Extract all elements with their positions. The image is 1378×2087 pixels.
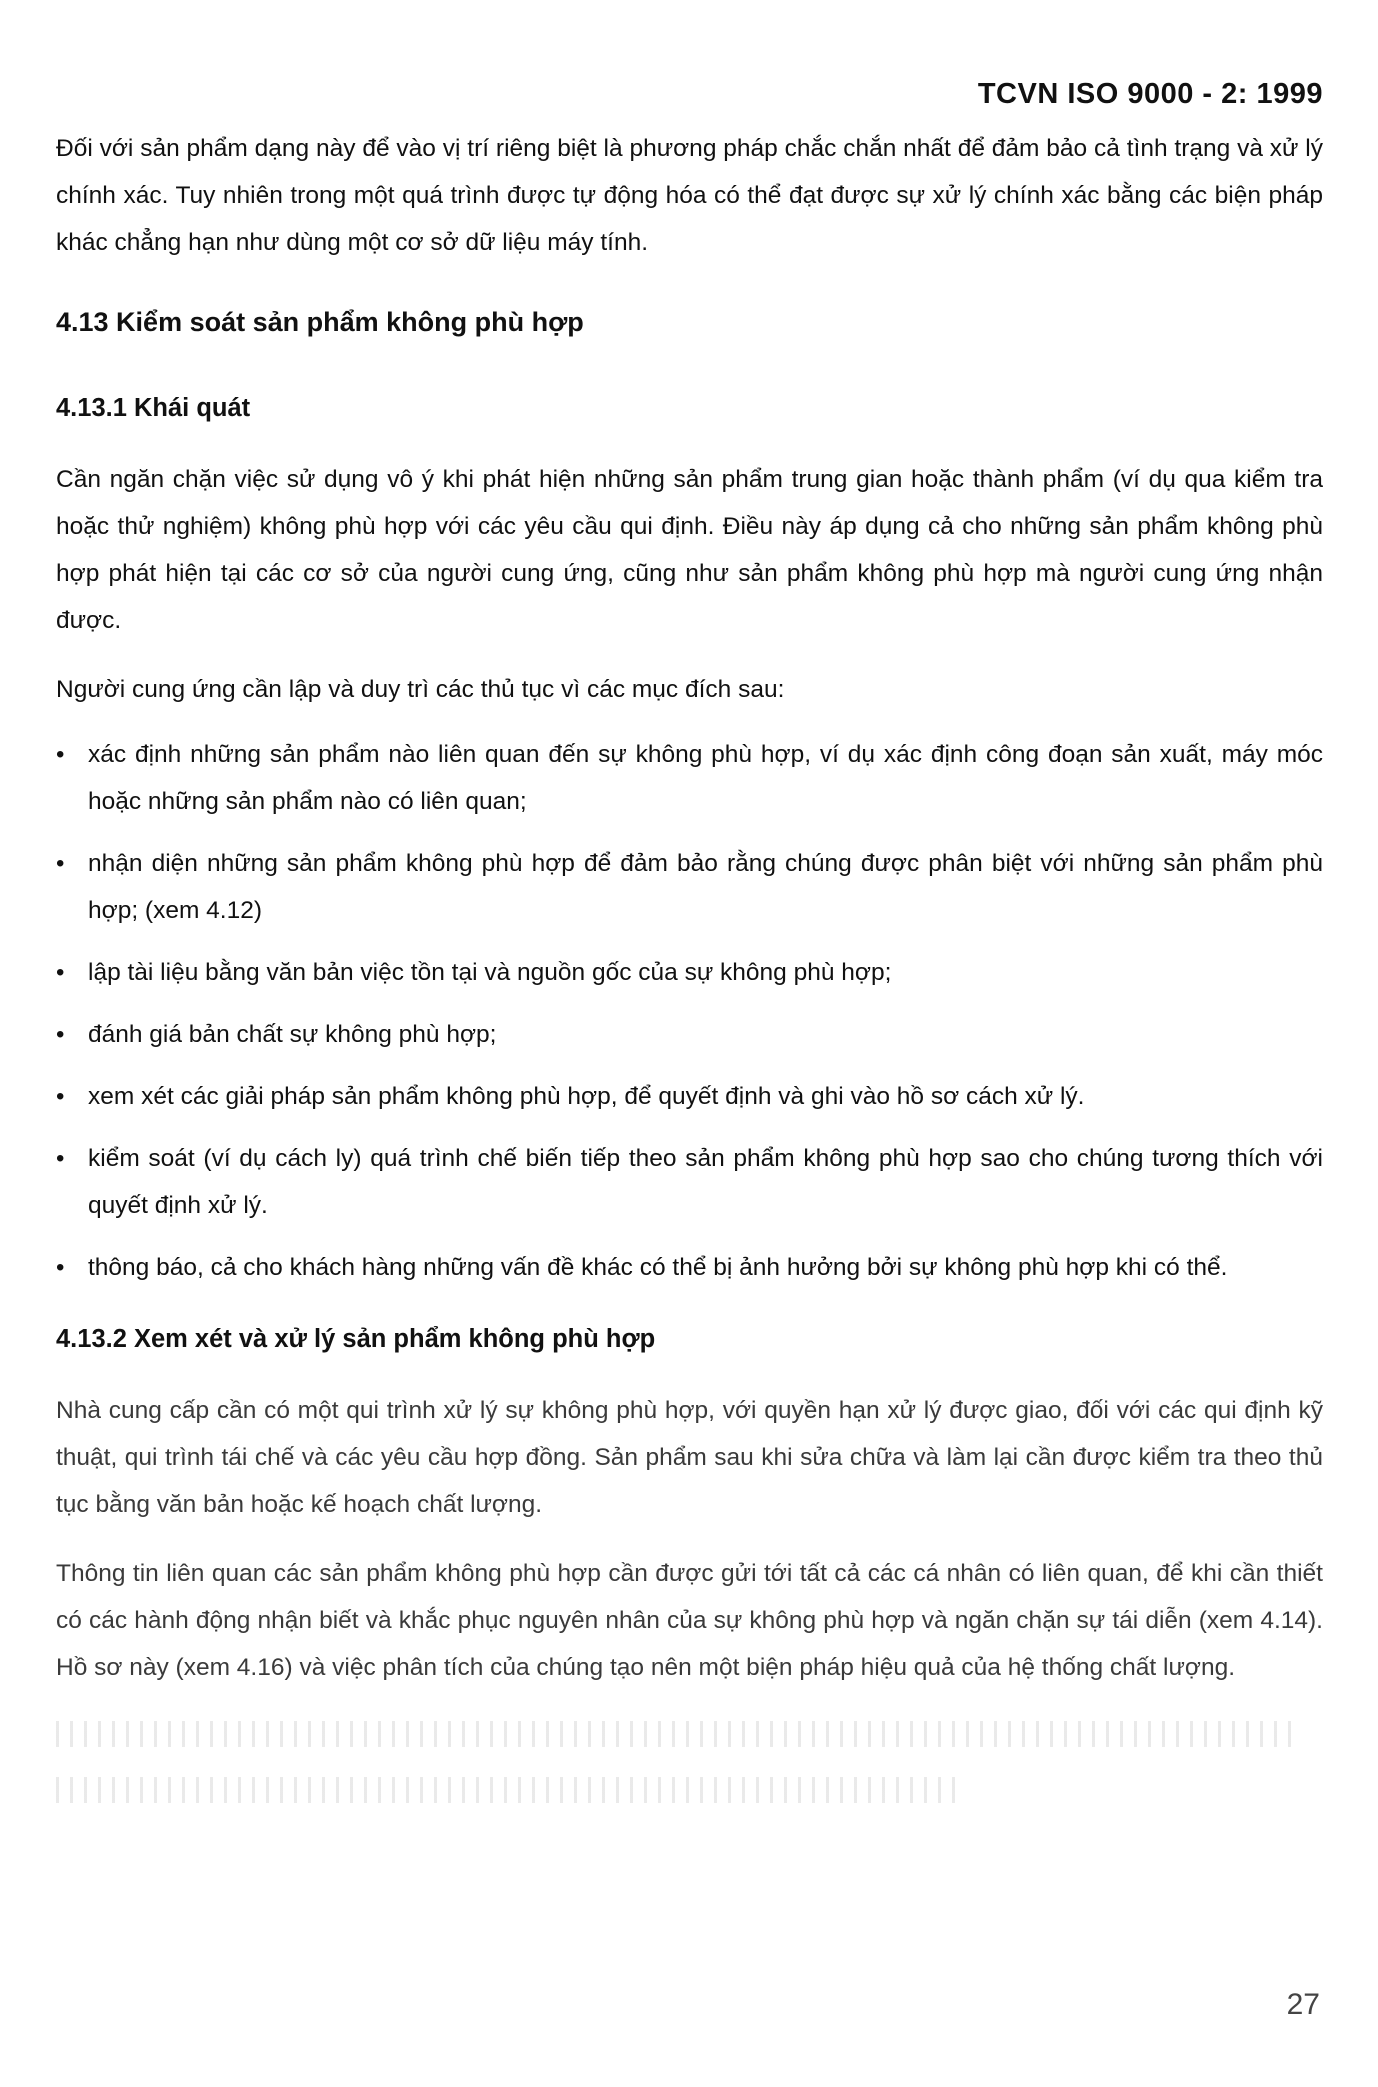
list-item-text: đánh giá bản chất sự không phù hợp; — [88, 1021, 497, 1048]
standard-header: TCVN ISO 9000 - 2: 1999 — [977, 78, 1323, 110]
faded-text-block — [56, 1387, 1323, 1691]
list-item — [56, 840, 1323, 934]
list-item-text: nhận diện những sản phẩm không phù hợp để đảm bảo rằng chúng được phân biệt với những sản phẩm phù hợp; (xem 4.12) — [88, 850, 1323, 924]
bullet-icon: • — [56, 959, 65, 986]
list-item — [56, 731, 1323, 825]
list-item-text: kiểm soát (ví dụ cách ly) quá trình chế biến tiếp theo sản phẩm không phù hợp sao cho chúng tương thích với quyết định xử lý. — [88, 1145, 1323, 1219]
page-number: 27 — [1286, 1988, 1320, 2021]
list-item-text: xem xét các giải pháp sản phẩm không phù hợp, để quyết định và ghi vào hồ sơ cách xử lý. — [88, 1083, 1085, 1110]
review-paragraph-2: Thông tin liên quan các sản phẩm không phù hợp cần được gửi tới tất cả các cá nhân có liên quan, để khi cần thiết có các hành động nhận biết và khắc phục nguyên nhân của sự không phù hợp và ngăn chặn sự tái diễn (xem 4.14). Hồ sơ này (xem 4.16) và việc phân tích của chúng tạo nên một biện pháp hiệu quả của hệ thống chất lượng. — [56, 1560, 1323, 1681]
bullet-icon: • — [56, 1021, 65, 1048]
general-paragraph-1: Cần ngăn chặn việc sử dụng vô ý khi phát hiện những sản phẩm trung gian hoặc thành phẩm (ví dụ qua kiểm tra hoặc thử nghiệm) không phù hợp với các yêu cầu qui định. Điều này áp dụng cả cho những sản phẩm không phù hợp phát hiện tại các cơ sở của người cung ứng, cũng như sản phẩm không phù hợp mà người cung ứng nhận được. — [56, 466, 1323, 634]
bullet-icon: • — [56, 1083, 65, 1110]
review-paragraph-1: Nhà cung cấp cần có một qui trình xử lý sự không phù hợp, với quyền hạn xử lý được giao, đối với các qui định kỹ thuật, qui trình tái chế và các yêu cầu hợp đồng. Sản phẩm sau khi sửa chữa và làm lại cần được kiểm tra theo thủ tục bằng văn bản hoặc kế hoạch chất lượng. — [56, 1397, 1323, 1518]
bullet-icon: • — [56, 1254, 65, 1281]
list-item — [56, 1073, 1323, 1120]
list-item-text: thông báo, cả cho khách hàng những vấn đề khác có thể bị ảnh hưởng bởi sự không phù hợp khi có thể. — [88, 1254, 1228, 1281]
subsection-heading-4-13-1: 4.13.1 Khái quát — [56, 394, 251, 422]
procedure-purpose-list — [56, 731, 1323, 1291]
list-item-text: xác định những sản phẩm nào liên quan đến sự không phù hợp, ví dụ xác định công đoạn sản xuất, máy móc hoặc những sản phẩm nào có liên quan; — [88, 741, 1323, 815]
bullet-icon: • — [56, 850, 65, 877]
intro-paragraph: Đối với sản phẩm dạng này để vào vị trí riêng biệt là phương pháp chắc chắn nhất để đảm bảo cả tình trạng và xử lý chính xác. Tuy nhiên trong một quá trình được tự động hóa có thể đạt được sự xử lý chính xác bằng các biện pháp khác chẳng hạn như dùng một cơ sở dữ liệu máy tính. — [56, 135, 1323, 256]
bullet-icon: • — [56, 741, 65, 768]
list-item — [56, 1244, 1323, 1291]
bullet-icon: • — [56, 1145, 65, 1172]
list-item — [56, 1011, 1323, 1058]
subsection-heading-4-13-2: 4.13.2 Xem xét và xử lý sản phẩm không phù hợp — [56, 1325, 656, 1353]
section-heading-4-13: 4.13 Kiểm soát sản phẩm không phù hợp — [56, 307, 584, 337]
list-item — [56, 949, 1323, 996]
list-item — [56, 1135, 1323, 1229]
general-paragraph-2: Người cung ứng cần lập và duy trì các thủ tục vì các mục đích sau: — [56, 676, 785, 703]
list-item-text: lập tài liệu bằng văn bản việc tồn tại và nguồn gốc của sự không phù hợp; — [88, 959, 892, 986]
illegible-faded-line — [56, 1777, 956, 1803]
illegible-faded-line — [56, 1721, 1301, 1747]
